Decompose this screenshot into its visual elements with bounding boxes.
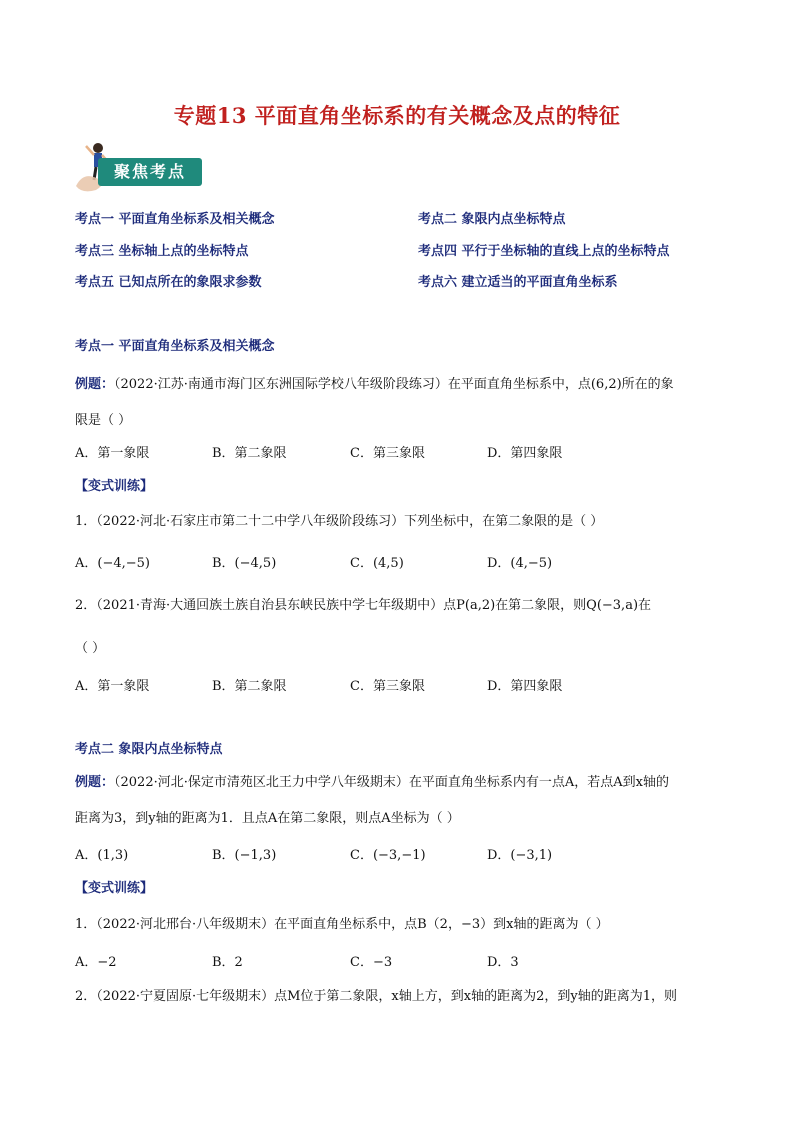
page-title: 专题13 平面直角坐标系的有关概念及点的特征 xyxy=(173,103,621,128)
example-2-option-d: D．(−3,1) xyxy=(487,848,553,863)
example-2-option-a: A．(1,3) xyxy=(75,848,129,863)
s1-question-2-line-2: （ ） xyxy=(75,641,106,656)
example-1-line-2: 限是（ ） xyxy=(75,413,132,428)
example-2-option-c: C．(−3,−1) xyxy=(350,848,426,863)
s2-q1-option-d: D．3 xyxy=(487,955,519,970)
s1-q1-option-a: A．(−4,−5) xyxy=(75,556,150,571)
practice-label-2: 【变式训练】 xyxy=(75,881,154,896)
s1-q2-option-d: D．第四象限 xyxy=(487,679,563,694)
example-1-option-c: C．第三象限 xyxy=(350,446,425,461)
overview-item-6: 考点六 建立适当的平面直角坐标系 xyxy=(418,275,618,290)
s2-q1-option-a: A．−2 xyxy=(75,955,117,970)
overview-item-2: 考点二 象限内点坐标特点 xyxy=(418,212,566,227)
s1-q1-option-c: C．(4,5) xyxy=(350,556,404,571)
example-2-option-b: B．(−1,3) xyxy=(212,848,277,863)
example-1-option-a: A．第一象限 xyxy=(75,446,150,461)
overview-item-4: 考点四 平行于坐标轴的直线上点的坐标特点 xyxy=(418,244,670,259)
focus-badge-label: 聚焦考点 xyxy=(98,158,202,186)
example-1-line-1 xyxy=(75,373,674,392)
example-1-option-d: D．第四象限 xyxy=(487,446,563,461)
s1-q2-option-c: C．第三象限 xyxy=(350,679,425,694)
example-2-text: （2022·河北·保定市清苑区北王力中学八年级期末）在平面直角坐标系内有一点A，若点A到x轴的 xyxy=(114,775,669,790)
s2-q1-option-c: C．−3 xyxy=(350,955,393,970)
overview-item-1: 考点一 平面直角坐标系及相关概念 xyxy=(75,212,275,227)
s1-q1-option-d: D．(4,−5) xyxy=(487,556,553,571)
example-2-line-1 xyxy=(75,771,669,790)
overview-item-5: 考点五 已知点所在的象限求参数 xyxy=(75,275,262,290)
section-heading-1: 考点一 平面直角坐标系及相关概念 xyxy=(75,339,275,354)
practice-label-1: 【变式训练】 xyxy=(75,479,154,494)
example-2-line-2: 距离为3，到y轴的距离为1．且点A在第二象限，则点A坐标为（ ） xyxy=(75,811,460,826)
s2-question-2-line-1: 2．（2022·宁夏固原·七年级期末）点M位于第二象限，x轴上方，到x轴的距离为2，到y轴的距离为1，则 xyxy=(75,989,677,1004)
s1-question-2-line-1: 2．（2021·青海·大通回族土族自治县东峡民族中学七年级期中）点P(a,2)在第二象限，则Q(−3,a)在 xyxy=(75,598,652,613)
overview-item-3: 考点三 坐标轴上点的坐标特点 xyxy=(75,244,249,259)
example-label: 例题： xyxy=(75,775,115,790)
s1-question-1: 1．（2022·河北·石家庄市第二十二中学八年级阶段练习）下列坐标中，在第二象限的是（ ） xyxy=(75,514,604,529)
s2-question-1: 1．（2022·河北邢台·八年级期末）在平面直角坐标系中，点B（2，−3）到x轴的距离为（ ） xyxy=(75,917,609,932)
s2-q1-option-b: B．2 xyxy=(212,955,243,970)
focus-badge xyxy=(74,140,214,192)
example-label: 例题： xyxy=(75,377,115,392)
s1-q2-option-a: A．第一象限 xyxy=(75,679,150,694)
example-1-option-b: B．第二象限 xyxy=(212,446,287,461)
example-1-text: （2022·江苏·南通市海门区东洲国际学校八年级阶段练习）在平面直角坐标系中，点(6,2)所在的象 xyxy=(114,377,674,392)
section-heading-2: 考点二 象限内点坐标特点 xyxy=(75,742,223,757)
s1-q1-option-b: B．(−4,5) xyxy=(212,556,277,571)
s1-q2-option-b: B．第二象限 xyxy=(212,679,287,694)
